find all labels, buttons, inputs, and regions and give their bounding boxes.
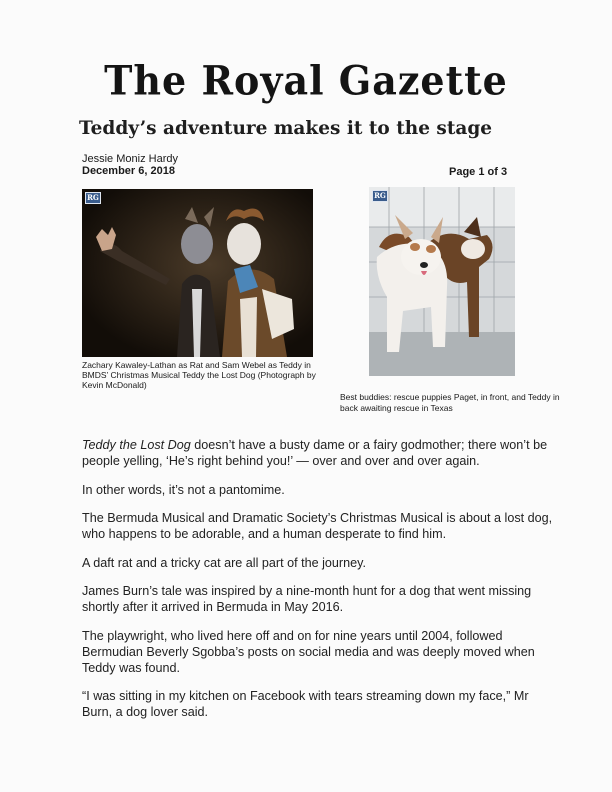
stage-photo <box>82 189 313 357</box>
article-headline: Teddy’s adventure makes it to the stage <box>79 118 493 139</box>
show-title: Teddy the Lost Dog <box>82 438 191 452</box>
publish-date: December 6, 2018 <box>82 165 175 177</box>
byline <box>82 153 178 177</box>
dogs-photo-caption: Best buddies: rescue puppies Paget, in front, and Teddy in back awaiting rescue in Texas <box>340 392 560 413</box>
rg-logo-badge: RG <box>372 190 388 202</box>
article-paragraph: “I was sitting in my kitchen on Facebook with tears streaming down my face,” Mr Burn, a dog lover said. <box>82 689 529 719</box>
article-paragraph: The playwright, who lived here off and on for nine years until 2004, followed Bermudian Beverly Sgobba’s posts on social media and was deeply moved when Teddy was found. <box>82 628 535 675</box>
stage-photo-caption: Zachary Kawaley-Lathan as Rat and Sam Webel as Teddy in BMDS’ Christmas Musical Teddy the Lost Dog (Photograph by Kevin McDonald) <box>82 360 316 390</box>
dogs-photo <box>369 187 515 376</box>
article-paragraph: The Bermuda Musical and Dramatic Society’s Christmas Musical is about a lost dog, who happens to be adorable, and a human desperate to find him. <box>82 511 553 541</box>
masthead-title: The Royal Gazette <box>104 56 508 105</box>
dogs-illustration <box>369 187 515 376</box>
page-indicator: Page 1 of 3 <box>449 166 508 178</box>
article-paragraph: James Burn’s tale was inspired by a nine-month hunt for a dog that went missing shortly after it arrived in Bermuda in May 2016. <box>82 584 532 614</box>
article-paragraph <box>82 437 562 469</box>
author-name: Jessie Moniz Hardy <box>82 153 178 165</box>
article-paragraph: In other words, it’s not a pantomime. <box>82 482 285 497</box>
paragraph-text: doesn’t have a busty dame or a fairy godmother; there won’t be people yelling, ‘He’s right behind you!’ — over and over and over again. <box>82 438 548 468</box>
stage-scene-illustration <box>82 189 313 357</box>
article-body <box>82 437 562 733</box>
article-paragraph: A daft rat and a tricky cat are all part of the journey. <box>82 555 366 570</box>
rg-logo-badge: RG <box>85 192 101 204</box>
